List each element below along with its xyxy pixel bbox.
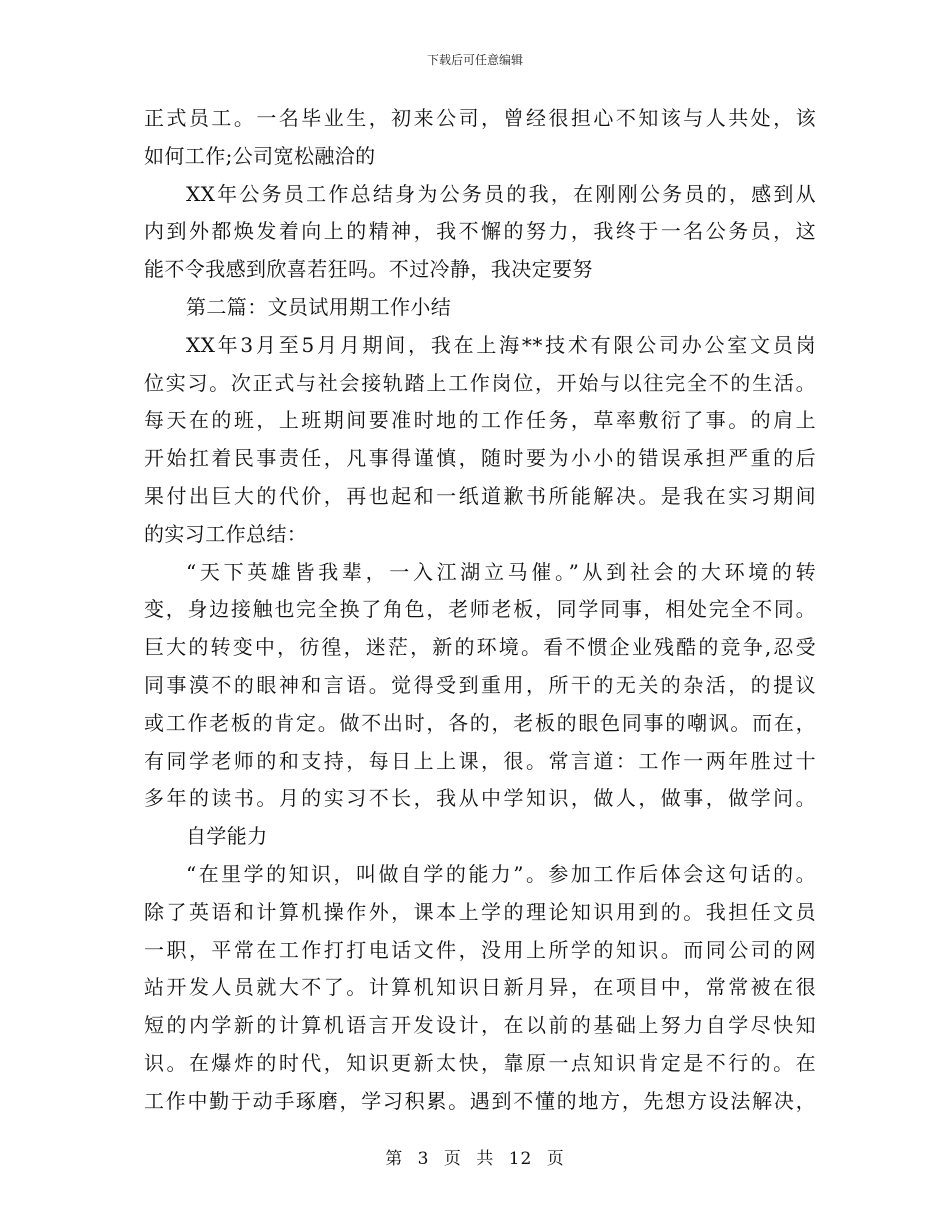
text-line: 果付出巨大的代价，再也起和一纸道歉书所能解决。是我在实习期间 bbox=[144, 483, 816, 508]
section-heading: 第二篇：文员试用期工作小结 bbox=[186, 294, 452, 319]
text-line: 或工作老板的肯定。做不出时，各的，老板的眼色同事的嘲讽。而在， bbox=[144, 710, 816, 735]
page-unit: 页 bbox=[443, 1149, 462, 1169]
text-line: 除了英语和计算机操作外，课本上学的理论知识用到的。我担任文员 bbox=[144, 899, 816, 924]
page-footer bbox=[0, 1148, 950, 1170]
text-line: 识。在爆炸的时代，知识更新太快，靠原一点知识肯定是不行的。在 bbox=[144, 1050, 816, 1075]
text-line: XX年公务员工作总结身为公务员的我，在刚刚公务员的，感到从 bbox=[186, 181, 816, 206]
page-word: 第 bbox=[385, 1149, 404, 1169]
text-line: 的实习工作总结： bbox=[144, 521, 308, 546]
text-line: 开始扛着民事责任，凡事得谨慎，随时要为小小的错误承担严重的后 bbox=[144, 446, 816, 471]
section-heading: 自学能力 bbox=[186, 824, 268, 849]
total-word: 共 bbox=[476, 1149, 495, 1169]
text-line: “天下英雄皆我辈，一入江湖立马催。”从到社会的大环境的转 bbox=[186, 559, 816, 584]
page-number: 3 bbox=[417, 1149, 430, 1169]
text-line: 一职，平常在工作打打电话文件，没用上所学的知识。而同公司的网 bbox=[144, 937, 816, 962]
text-line: 同事漠不的眼神和言语。觉得受到重用，所干的无关的杂活，的提议 bbox=[144, 672, 816, 697]
text-line: 有同学老师的和支持，每日上上课，很。常言道：工作一两年胜过十 bbox=[144, 748, 816, 773]
page-header-note: 下载后可任意编辑 bbox=[426, 53, 523, 67]
text-line: 内到外都焕发着向上的精神，我不懈的努力，我终于一名公务员，这 bbox=[144, 219, 816, 244]
text-line: “在里学的知识，叫做自学的能力”。参加工作后体会这句话的。 bbox=[186, 861, 816, 886]
text-line: 变，身边接触也完全换了角色，老师老板，同学同事，相处完全不同。 bbox=[144, 597, 816, 622]
text-line: XX年3月至5月月期间，我在上海**技术有限公司办公室文员岗 bbox=[186, 332, 816, 357]
text-line: 多年的读书。月的实习不长，我从中学知识，做人，做事，做学问。 bbox=[144, 786, 816, 811]
text-line: 站开发人员就大不了。计算机知识日新月异，在项目中，常常被在很 bbox=[144, 975, 816, 1000]
text-line: 能不令我感到欣喜若狂吗。不过冷静，我决定要努 bbox=[144, 257, 593, 282]
text-line: 巨大的转变中，彷徨，迷茫，新的环境。看不惯企业残酷的竞争,忍受 bbox=[144, 635, 816, 660]
text-line: 位实习。次正式与社会接轨踏上工作岗位，开始与以往完全不的生活。 bbox=[144, 370, 816, 395]
text-line: 工作中勤于动手琢磨，学习积累。遇到不懂的地方，先想方设法解决， bbox=[144, 1088, 816, 1113]
total-unit: 页 bbox=[546, 1149, 565, 1169]
text-line: 正式员工。一名毕业生，初来公司，曾经很担心不知该与人共处，该 bbox=[144, 106, 816, 130]
document-body bbox=[144, 100, 816, 1121]
text-line: 每天在的班，上班期间要准时地的工作任务，草率敷衍了事。的肩上 bbox=[144, 408, 816, 433]
text-line: 如何工作;公司宽松融洽的 bbox=[144, 143, 376, 168]
text-line: 短的内学新的计算机语言开发设计，在以前的基础上努力自学尽快知 bbox=[144, 1013, 816, 1038]
total-pages: 12 bbox=[508, 1149, 533, 1169]
